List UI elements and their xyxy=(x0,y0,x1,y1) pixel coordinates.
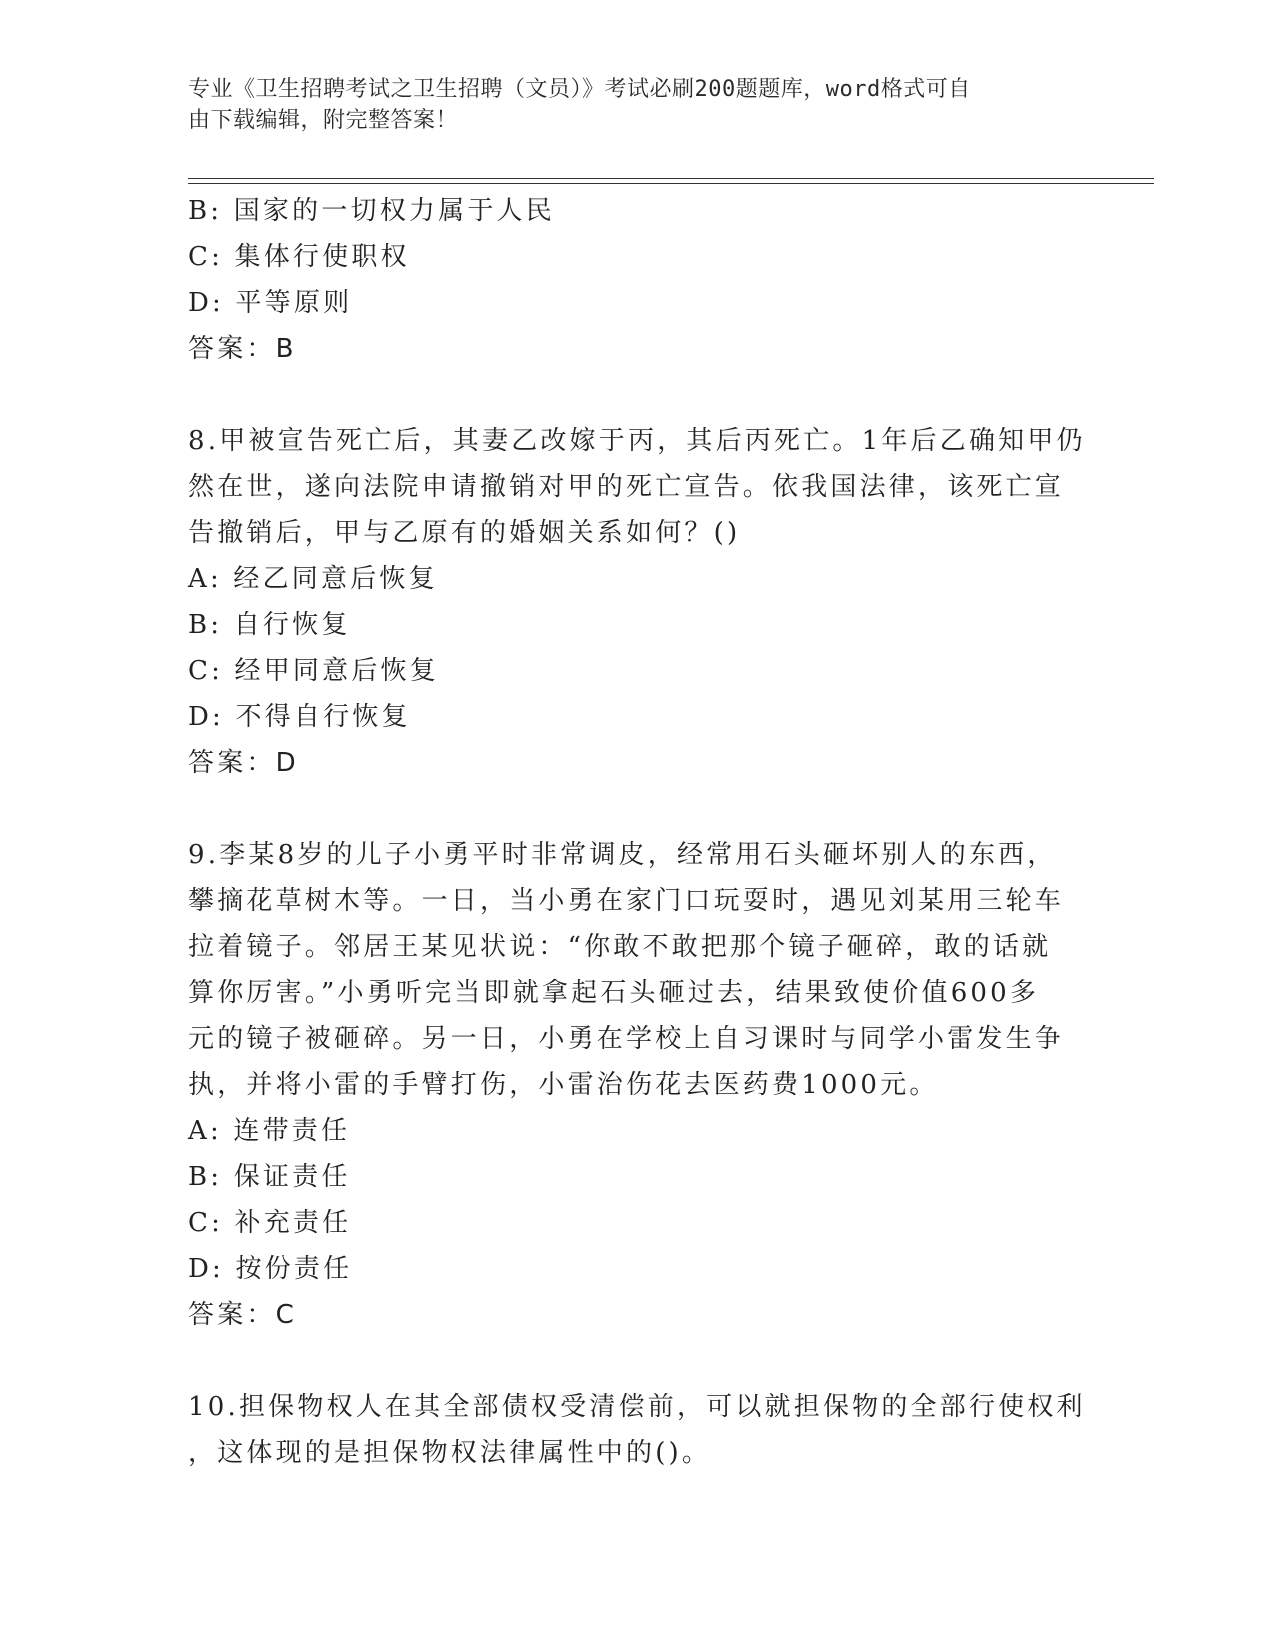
question-stem-line: 拉着镜子。邻居王某见状说：“你敢不敢把那个镜子砸碎，敢的话就 xyxy=(188,932,1052,962)
option-d: D: 按份责任 xyxy=(188,1254,353,1284)
question-stem-line: 9.李某8岁的儿子小勇平时非常调皮，经常用石头砸坏别人的东西， xyxy=(188,840,1057,870)
answer-line: 答案：C xyxy=(188,1300,297,1330)
document-header xyxy=(188,74,1068,136)
header-divider-bottom xyxy=(188,183,1154,184)
answer-line: 答案：B xyxy=(188,334,297,364)
answer-line: 答案：D xyxy=(188,748,299,778)
option-b: B: 国家的一切权力属于人民 xyxy=(188,196,555,226)
option-a: A: 连带责任 xyxy=(188,1116,351,1146)
question-stem-line: 元的镜子被砸碎。另一日，小勇在学校上自习课时与同学小雷发生争 xyxy=(188,1024,1065,1054)
option-c: C: 经甲同意后恢复 xyxy=(188,656,439,686)
option-c: C: 集体行使职权 xyxy=(188,242,410,272)
question-stem-line: 告撤销后，甲与乙原有的婚姻关系如何？() xyxy=(188,518,741,548)
question-stem-line: 攀摘花草树木等。一日，当小勇在家门口玩耍时，遇见刘某用三轮车 xyxy=(188,886,1065,916)
header-line-1: 专业《卫生招聘考试之卫生招聘（文员）》考试必刷200题题库，word格式可自 xyxy=(188,77,971,102)
question-stem-line: 8.甲被宣告死亡后，其妻乙改嫁于丙，其后丙死亡。1年后乙确知甲仍 xyxy=(188,426,1086,456)
question-7 xyxy=(188,188,1088,372)
option-b: B: 自行恢复 xyxy=(188,610,351,640)
header-line-2: 由下载编辑，附完整答案！ xyxy=(188,108,459,133)
option-d: D: 平等原则 xyxy=(188,288,353,318)
spacer xyxy=(188,1338,1088,1384)
question-stem-line: ，这体现的是担保物权法律属性中的()。 xyxy=(188,1438,712,1468)
question-stem-line: 算你厉害。”小勇听完当即就拿起石头砸过去，结果致使价值600多 xyxy=(188,978,1040,1008)
question-stem-line: 执，并将小雷的手臂打伤，小雷治伤花去医药费1000元。 xyxy=(188,1070,939,1100)
question-stem-line: 然在世，遂向法院申请撤销对甲的死亡宣告。依我国法律，该死亡宣 xyxy=(188,472,1065,502)
spacer xyxy=(188,786,1088,832)
option-c: C: 补充责任 xyxy=(188,1208,352,1238)
document-body xyxy=(188,188,1088,1476)
spacer xyxy=(188,372,1088,418)
option-d: D: 不得自行恢复 xyxy=(188,702,411,732)
question-stem-line: 10.担保物权人在其全部债权受清偿前，可以就担保物的全部行使权利 xyxy=(188,1392,1086,1422)
question-8 xyxy=(188,418,1088,786)
question-9 xyxy=(188,832,1088,1338)
option-a: A: 经乙同意后恢复 xyxy=(188,564,438,594)
header-divider-top xyxy=(188,178,1154,179)
question-10 xyxy=(188,1384,1088,1476)
option-b: B: 保证责任 xyxy=(188,1162,351,1192)
